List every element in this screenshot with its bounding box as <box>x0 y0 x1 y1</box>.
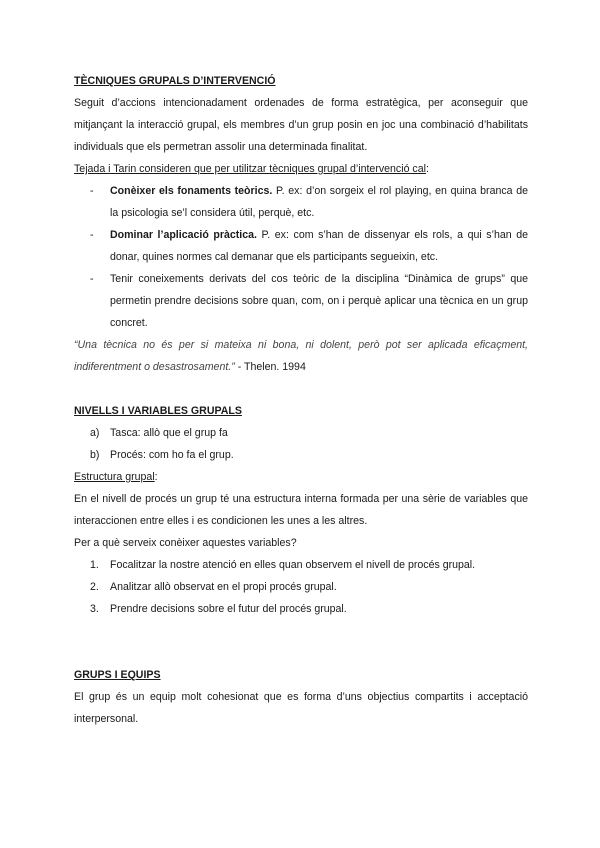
item-text: Prendre decisions sobre el futur del procés grupal. <box>110 603 347 615</box>
item-text: P. ex: com s’han de dissenyar els rols, a qui s’han de donar, quines normes cal demanar que els participants segueixin, etc. <box>110 229 528 263</box>
list-item <box>74 268 528 334</box>
dash-marker: - <box>90 229 94 241</box>
list-item <box>74 180 528 224</box>
section-title-levels: NIVELLS I VARIABLES GRUPALS <box>74 405 242 417</box>
item-bold: Dominar l’aplicació pràctica. <box>110 229 257 241</box>
list-item <box>74 598 528 620</box>
techniques-intro-text: Tejada i Tarin consideren que per utilitzar tècniques grupal d’intervenció cal <box>74 163 426 175</box>
question-text: Per a què serveix conèixer aquestes variables? <box>74 537 297 549</box>
quote-author: - Thelen. 1994 <box>234 361 306 373</box>
list-marker: 1. <box>90 559 99 571</box>
item-text: Tenir coneixements derivats del cos teòric de la disciplina “Dinàmica de grups” que permetin prendre decisions sobre quan, com, on i perquè aplicar una tècnica en un grup concret. <box>110 273 528 329</box>
list-marker: a) <box>90 427 100 439</box>
item-text: Focalitzar la nostre atenció en elles quan observem el nivell de procés grupal. <box>110 559 476 571</box>
levels-list <box>74 422 528 466</box>
list-marker: 3. <box>90 603 99 615</box>
list-marker: 2. <box>90 581 99 593</box>
list-marker: b) <box>90 449 100 461</box>
techniques-definition: Seguit d’accions intencionadament ordenades de forma estratègica, per aconseguir que mitjançant la interacció grupal, els membres d’un grup posin en joc una combinació d’habilitats individuals que els permetran assolir una determinada finalitat. <box>74 97 528 153</box>
structure-label-suffix: : <box>154 471 158 483</box>
quote-text: “Una tècnica no és per si mateixa ni bona, ni dolent, però pot ser aplicada eficaçment, indiferentment o desastrosament.” <box>74 339 528 373</box>
list-item <box>74 554 528 576</box>
techniques-intro-suffix: : <box>425 163 429 175</box>
list-item <box>74 422 528 444</box>
item-text: Procés: com ho fa el grup. <box>110 449 234 461</box>
list-item <box>74 444 528 466</box>
techniques-intro <box>74 158 528 180</box>
item-bold: Conèixer els fonaments teòrics. <box>110 185 273 197</box>
item-text: P. ex: d’on sorgeix el rol playing, en quina branca de la psicologia se’l considera útil, perquè, etc. <box>110 185 528 219</box>
list-item <box>74 576 528 598</box>
dash-marker: - <box>90 185 94 197</box>
section-title-techniques: TÈCNIQUES GRUPALS D’INTERVENCIÓ <box>74 75 276 87</box>
section-title-groups: GRUPS I EQUIPS <box>74 669 161 681</box>
groups-text: El grup és un equip molt cohesionat que es forma d’uns objectius compartits i acceptació interpersonal. <box>74 691 528 725</box>
document-page <box>74 70 528 730</box>
structure-label <box>74 466 528 488</box>
dash-marker: - <box>90 273 94 285</box>
structure-label-text: Estructura grupal <box>74 471 155 483</box>
reasons-list <box>74 554 528 620</box>
structure-text: En el nivell de procés un grup té una estructura interna formada per una sèrie de variables que interaccionen entre elles i es condicionen les unes a les altres. <box>74 493 528 527</box>
item-text: Tasca: allò que el grup fa <box>110 427 228 439</box>
quote <box>74 334 528 378</box>
requirements-list <box>74 180 528 334</box>
list-item <box>74 224 528 268</box>
item-text: Analitzar allò observat en el propi procés grupal. <box>110 581 337 593</box>
